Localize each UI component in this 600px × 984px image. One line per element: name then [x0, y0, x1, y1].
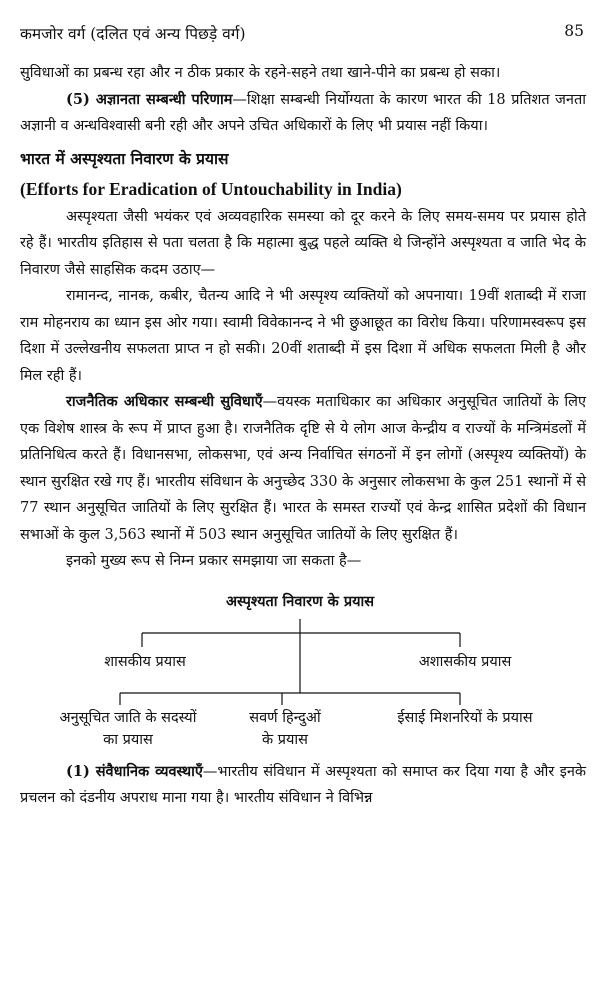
paragraph-7-text: —भारतीय संविधान में अस्पृश्यता को समाप्त कर दिया गया है और इनके प्रचलन को दंडनीय अपराध माना गया है। भारतीय संविधान ने विभिन्न	[20, 763, 587, 806]
paragraph-7-lead: (1) संवैधानिक व्यवस्थाएँ	[66, 762, 203, 780]
paragraph-3: अस्पृश्यता जैसी भयंकर एवं अव्यवहारिक समस्या को दूर करने के लिए समय-समय पर प्रयास होते रहे हैं। भारतीय इतिहास से पता चलता है कि महात्मा बुद्ध पहले व्यक्ति थे जिन्होंने अस्पृश्यता व जाति भेद के निवारण जैसे साहसिक कदम उठाए—	[20, 208, 586, 278]
paragraph-5	[20, 389, 586, 548]
section-heading-hindi: भारत में अस्पृश्यता निवारण के प्रयास	[20, 148, 229, 168]
tree-right-node: अशासकीय प्रयास	[418, 653, 512, 670]
paragraph-4: रामानन्द, नानक, कबीर, चैतन्य आदि ने भी अस्पृश्य व्यक्तियों को अपनाया। 19वीं शताब्दी में राजा राम मोहनराय का ध्यान इस ओर गया। स्वामी विवेकानन्द ने भी छुआछूत का विरोध किया। परिणामस्वरूप इस दिशा में उल्लेखनीय सफलता प्राप्त न हो सकी। 20वीं शताब्दी में इस दिशा में अधिक सफलता मिली है और मिल रही हैं।	[20, 288, 586, 384]
section-heading-english: (Efforts for Eradication of Untouchability in India)	[20, 178, 402, 199]
tree-child-2-line1: सवर्ण हिन्दुओं	[249, 709, 321, 726]
paragraph-2	[20, 87, 586, 140]
tree-child-1-line1: अनुसूचित जाति के सदस्यों	[59, 709, 197, 726]
running-header	[20, 22, 584, 48]
page-number: 85	[564, 22, 584, 40]
tree-child-2-line2: के प्रयास	[262, 731, 308, 748]
tree-root: अस्पृश्यता निवारण के प्रयास	[225, 592, 375, 610]
paragraph-5-text: —वयस्क मताधिकार का अधिकार अनुसूचित जातियों के लिए एक विशेष शास्त्र के रूप में प्राप्त हुआ है। राजनैतिक दृष्टि से ये लोग आज केन्द्रीय व राज्यों के मन्त्रिमंडलों में प्रतिनिधित्व करते हैं। विधानसभा, लोकसभा, एवं अन्य निर्वाचित संगठनों में इन लोगों (अस्पृश्य व्यक्तियों) के स्थान सुरक्षित रखे गए हैं। भारतीय संविधान के अनुच्छेद 330 के अनुसार लोकसभा के कुल 251 स्थानों में से 77 स्थान अनुसूचित जातियों के लिए सुरक्षित हैं। भारत के समस्त राज्यों एवं केन्द्र शासित प्रदेशों की विधान सभाओं के कुल 3,563 स्थानों में 503 स्थान अनुसूचित जातियों के लिए सुरक्षित हैं।	[20, 394, 586, 543]
paragraph-1: सुविधाओं का प्रबन्ध रहा और न ठीक प्रकार के रहने-सहने तथा खाने-पीने का प्रबन्ध हो सका।	[20, 65, 501, 81]
tree-child-3	[365, 707, 565, 729]
chapter-title: कमजोर वर्ग (दलित एवं अन्य पिछड़े वर्ग)	[20, 25, 246, 43]
tree-child-2	[225, 707, 345, 751]
tree-child-3-line1: ईसाई मिशनरियों के प्रयास	[397, 709, 533, 726]
paragraph-6: इनको मुख्य रूप से निम्न प्रकार समझाया जा सकता है—	[66, 553, 362, 569]
tree-left-node: शासकीय प्रयास	[104, 653, 186, 670]
paragraph-2-lead: (5) अज्ञानता सम्बन्धी परिणाम	[66, 90, 233, 108]
page-body	[20, 60, 586, 812]
paragraph-7	[20, 759, 586, 812]
paragraph-5-lead: राजनैतिक अधिकार सम्बन्धी सुविधाएँ	[66, 393, 263, 410]
tree-child-1-line2: का प्रयास	[103, 731, 153, 748]
tree-child-1	[28, 707, 228, 751]
paragraph-2-text: —शिक्षा सम्बन्धी निर्योग्यता के कारण भारत की 18 प्रतिशत जनता अज्ञानी व अन्धविश्वासी बनी रही और अपने उचित अधिकारों के लिए भी प्रयास नहीं किया।	[20, 91, 587, 134]
efforts-tree-diagram	[20, 585, 586, 755]
